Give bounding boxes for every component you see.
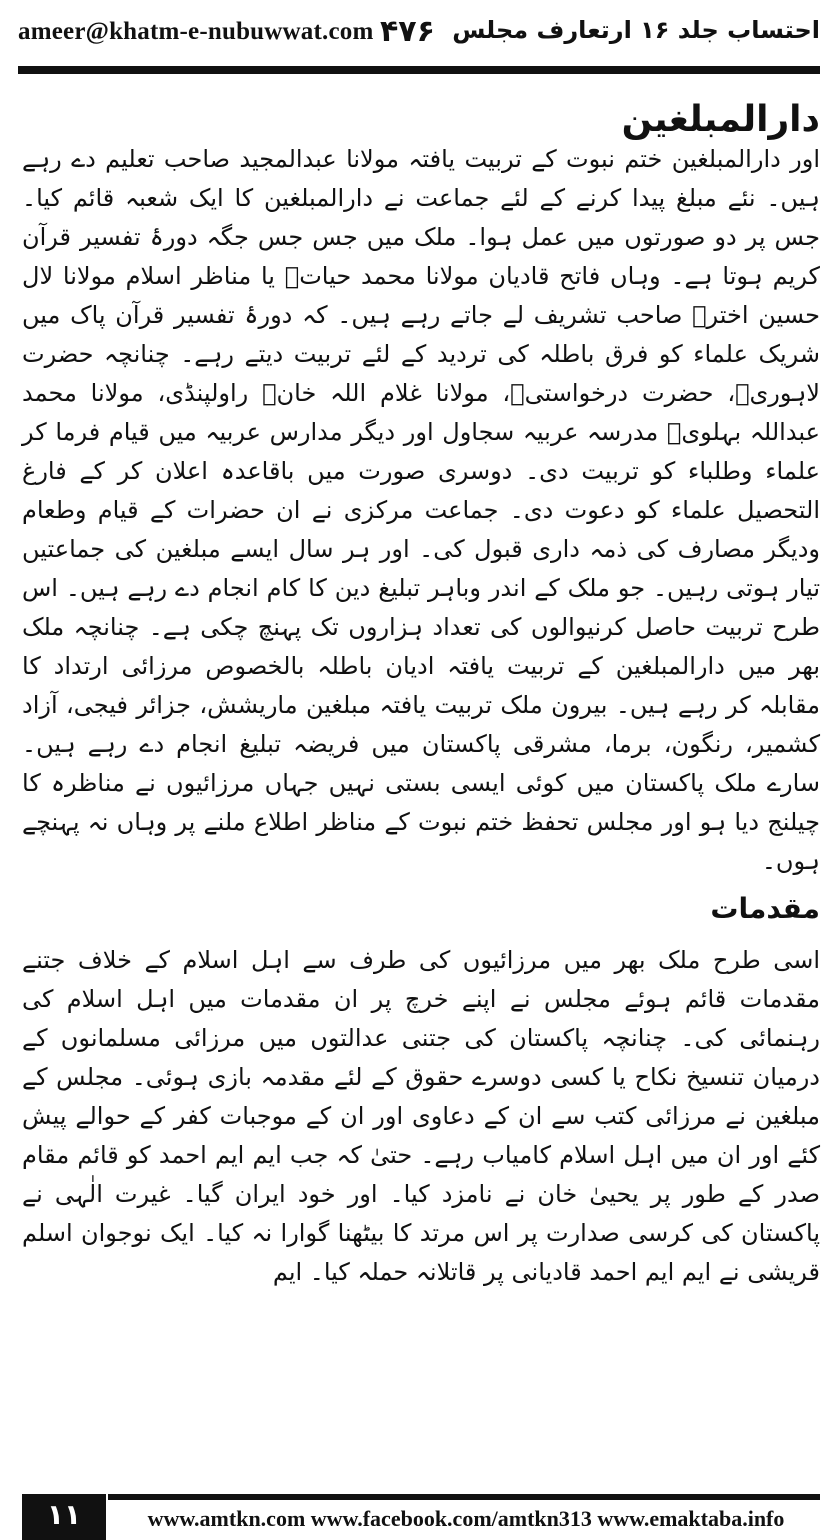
header-page-number: ۴۷۶ [380,14,435,49]
section-paragraph-darul-muballighin: اور دارالمبلغین ختم نبوت کے تربیت یافتہ مولانا عبدالمجید صاحب تعلیم دے رہے ہیں۔ نئے مبلغ پیدا کرنے کے لئے جماعت نے دارالمبلغین کا ایک شعبہ قائم کیا۔ جس پر دو صورتوں میں عمل ہوا۔ ملک میں جس جس جگہ دورۂ تفسیر قرآن کریم ہوتا ہے۔ وہاں فاتح قادیان مولانا محمد حیاتؒ یا مناظر اسلام مولانا لال حسین اخترؒ صاحب تشریف لے جاتے رہے ہیں۔ کہ دورۂ تفسیر قرآن پاک میں شریک علماء کو فرق باطلہ کی تردید کے لئے تربیت دیتے رہے۔ چنانچہ حضرت لاہوریؒ، حضرت درخواستیؒ، مولانا غلام اللہ خانؒ راولپنڈی، مولانا محمد عبداللہ بہلویؒ مدرسہ عربیہ سجاول اور دیگر مدارس عربیہ میں قیام فرما کر علماء وطلباء کو تربیت دی۔ دوسری صورت میں باقاعدہ اعلان کر کے فارغ التحصیل علماء کو دعوت دی۔ جماعت مرکزی نے ان حضرات کے قیام وطعام ودیگر مصارف کی ذمہ داری قبول کی۔ اور ہر سال ایسے مبلغین کی جماعتیں تیار ہوتی رہیں۔ جو ملک کے اندر وباہر تبلیغ دین کا کام انجام دے رہے ہیں۔ اس طرح تربیت حاصل کرنیوالوں کی تعداد ہزاروں تک پہنچ چکی ہے۔ چنانچہ ملک بھر میں دارالمبلغین کے تربیت یافتہ ادیان باطلہ بالخصوص مرزائی ارتداد کا مقابلہ کر رہے ہیں۔ بیرون ملک تربیت یافتہ مبلغین ماریشش، جزائر فیجی، آزاد کشمیر، رنگون، برما، مشرقی پاکستان میں فریضہ تبلیغ انجام دے رہے ہیں۔ سارے ملک پاکستان میں کوئی ایسی بستی نہیں جہاں مرزائیوں نے مناظرہ کا چیلنج دیا ہو اور مجلس تحفظ ختم نبوت کے مناظر اطلاع ملنے پر وہاں نہ پہنچے ہوں۔ [22,145,820,875]
section-heading-muqaddamat: مقدمات [710,892,820,925]
header-title: احتساب جلد ۱۶ ارتعارف مجلس [452,16,820,44]
footer-links: www.amtkn.com www.facebook.com/amtkn313 www.emaktaba.info [147,1506,785,1531]
footer-divider [108,1494,820,1500]
section-heading-darul-muballighin: دارالمبلغین [621,99,820,140]
header-divider [18,66,820,74]
header-email: ameer@khatm-e-nubuwwat.com [18,18,374,45]
page-header [18,14,820,58]
page-body [22,100,820,1292]
section-paragraph-muqaddamat: اسی طرح ملک بھر میں مرزائیوں کی طرف سے اہل اسلام کے خلاف جتنے مقدمات قائم ہوئے مجلس نے اپنے خرچ پر ان مقدمات میں اہل اسلام کی رہنمائی کی۔ چنانچہ پاکستان کی جتنی عدالتوں میں مرزائی مسلمانوں کے درمیان تنسیخ نکاح یا کسی دوسرے حقوق کے لئے مقدمہ بازی ہوئی۔ مجلس کے مبلغین نے مرزائی کتب سے ان کے دعاوی اور ان کے موجبات کفر کے حوالے پیش کئے اور ان میں اہل اسلام کامیاب رہے۔ حتیٰ کہ جب ایم ایم احمد کو قائم مقام صدر کے طور پر یحییٰ خان نے نامزد کیا۔ اور خود ایران گیا۔ غیرت الٰہی نے پاکستان کی کرسی صدارت پر اس مرتد کا بیٹھنا گوارا نہ کیا۔ ایک نوجوان اسلم قریشی نے ایم ایم احمد قادیانی پر قاتلانہ حملہ کیا۔ ایم [22,946,820,1286]
footer-page-box: ۱۱ [22,1494,106,1540]
